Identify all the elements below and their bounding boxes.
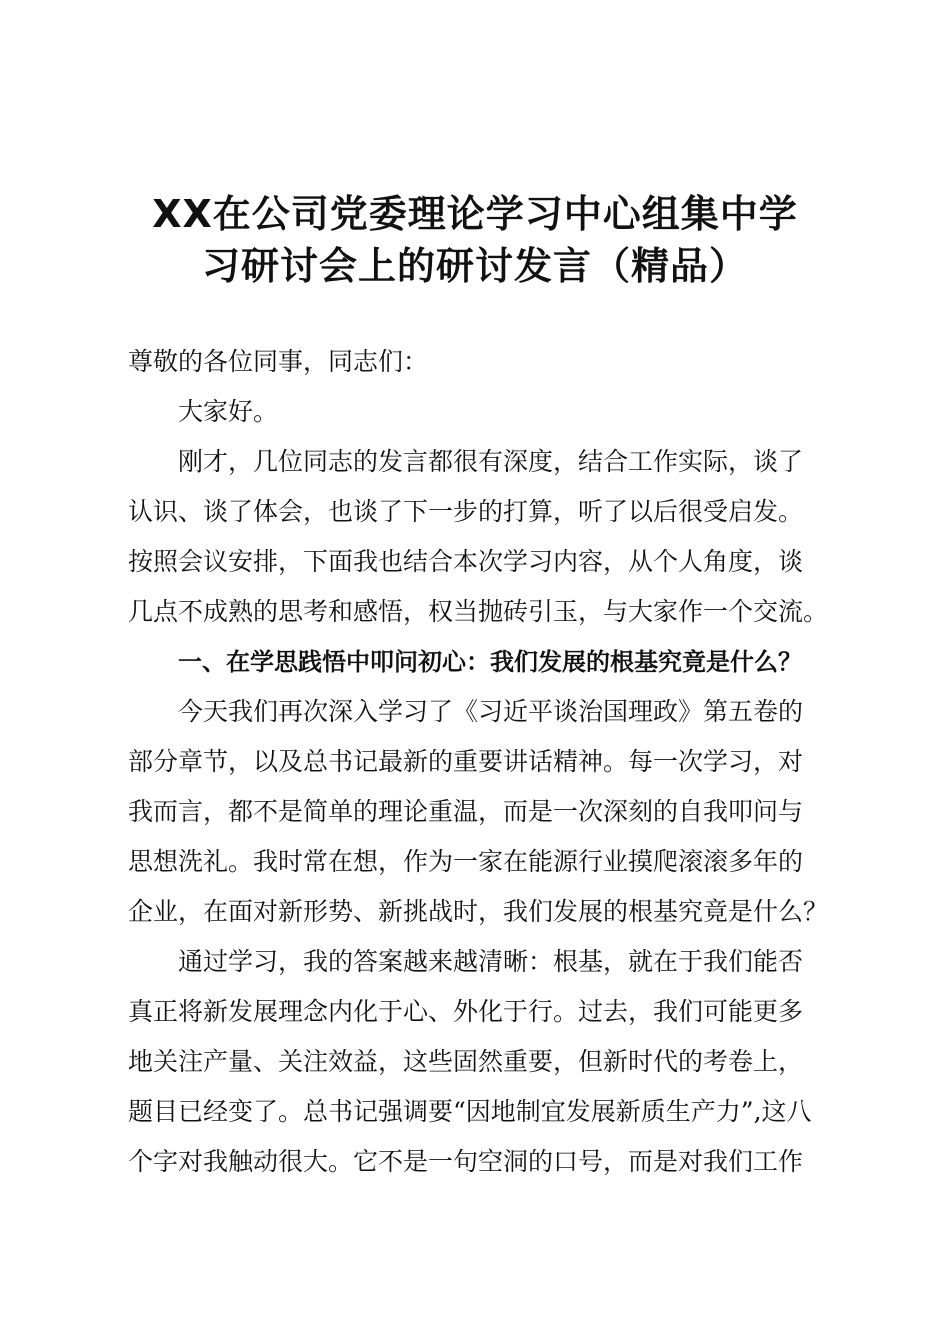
greeting: 大家好。 <box>178 397 279 426</box>
document-title <box>100 188 850 292</box>
paragraph-line: 通过学习，我的答案越来越清晰：根基，就在于我们能否 <box>178 947 804 976</box>
paragraph-line: 我而言，都不是简单的理论重温，而是一次深刻的自我叩问与 <box>128 797 804 826</box>
paragraph-line: 部分章节，以及总书记最新的重要讲话精神。每一次学习，对 <box>128 747 804 776</box>
section-paragraph <box>128 937 828 1187</box>
paragraph-line: 刚才，几位同志的发言都很有深度，结合工作实际，谈了 <box>178 447 804 476</box>
section-paragraph <box>128 687 828 937</box>
paragraph-line: 思想洗礼。我时常在想，作为一家在能源行业摸爬滚滚多年的 <box>128 847 804 876</box>
section-heading: 一、在学思践悟中叩问初心：我们发展的根基究竟是什么？ <box>178 648 802 676</box>
intro-paragraph <box>128 437 828 637</box>
title-line: XX在公司党委理论学习中心组集中学 <box>152 192 798 236</box>
salutation: 尊敬的各位同事，同志们： <box>128 347 429 376</box>
paragraph-line: 题目已经变了。总书记强调要“因地制宜发展新质生产力”,这八 <box>128 1097 812 1126</box>
paragraph-line: 真正将新发展理念内化于心、外化于行。过去，我们可能更多 <box>128 997 804 1026</box>
paragraph-line: 地关注产量、关注效益，这些固然重要，但新时代的考卷上， <box>128 1047 804 1076</box>
title-line: 习研讨会上的研讨发言（精品） <box>201 244 748 288</box>
document-body <box>128 337 828 1187</box>
paragraph-line: 企业，在面对新形势、新挑战时，我们发展的根基究竟是什么？ <box>128 897 829 926</box>
paragraph-line: 个字对我触动很大。它不是一句空洞的口号，而是对我们工作 <box>128 1147 804 1176</box>
paragraph-line: 认识、谈了体会，也谈了下一步的打算，听了以后很受启发。 <box>128 497 804 526</box>
paragraph-line: 几点不成熟的思考和感悟，权当抛砖引玉，与大家作一个交流。 <box>128 597 829 626</box>
paragraph-line: 按照会议安排，下面我也结合本次学习内容，从个人角度，谈 <box>128 547 804 576</box>
paragraph-line: 今天我们再次深入学习了《习近平谈治国理政》第五卷的 <box>178 697 804 726</box>
